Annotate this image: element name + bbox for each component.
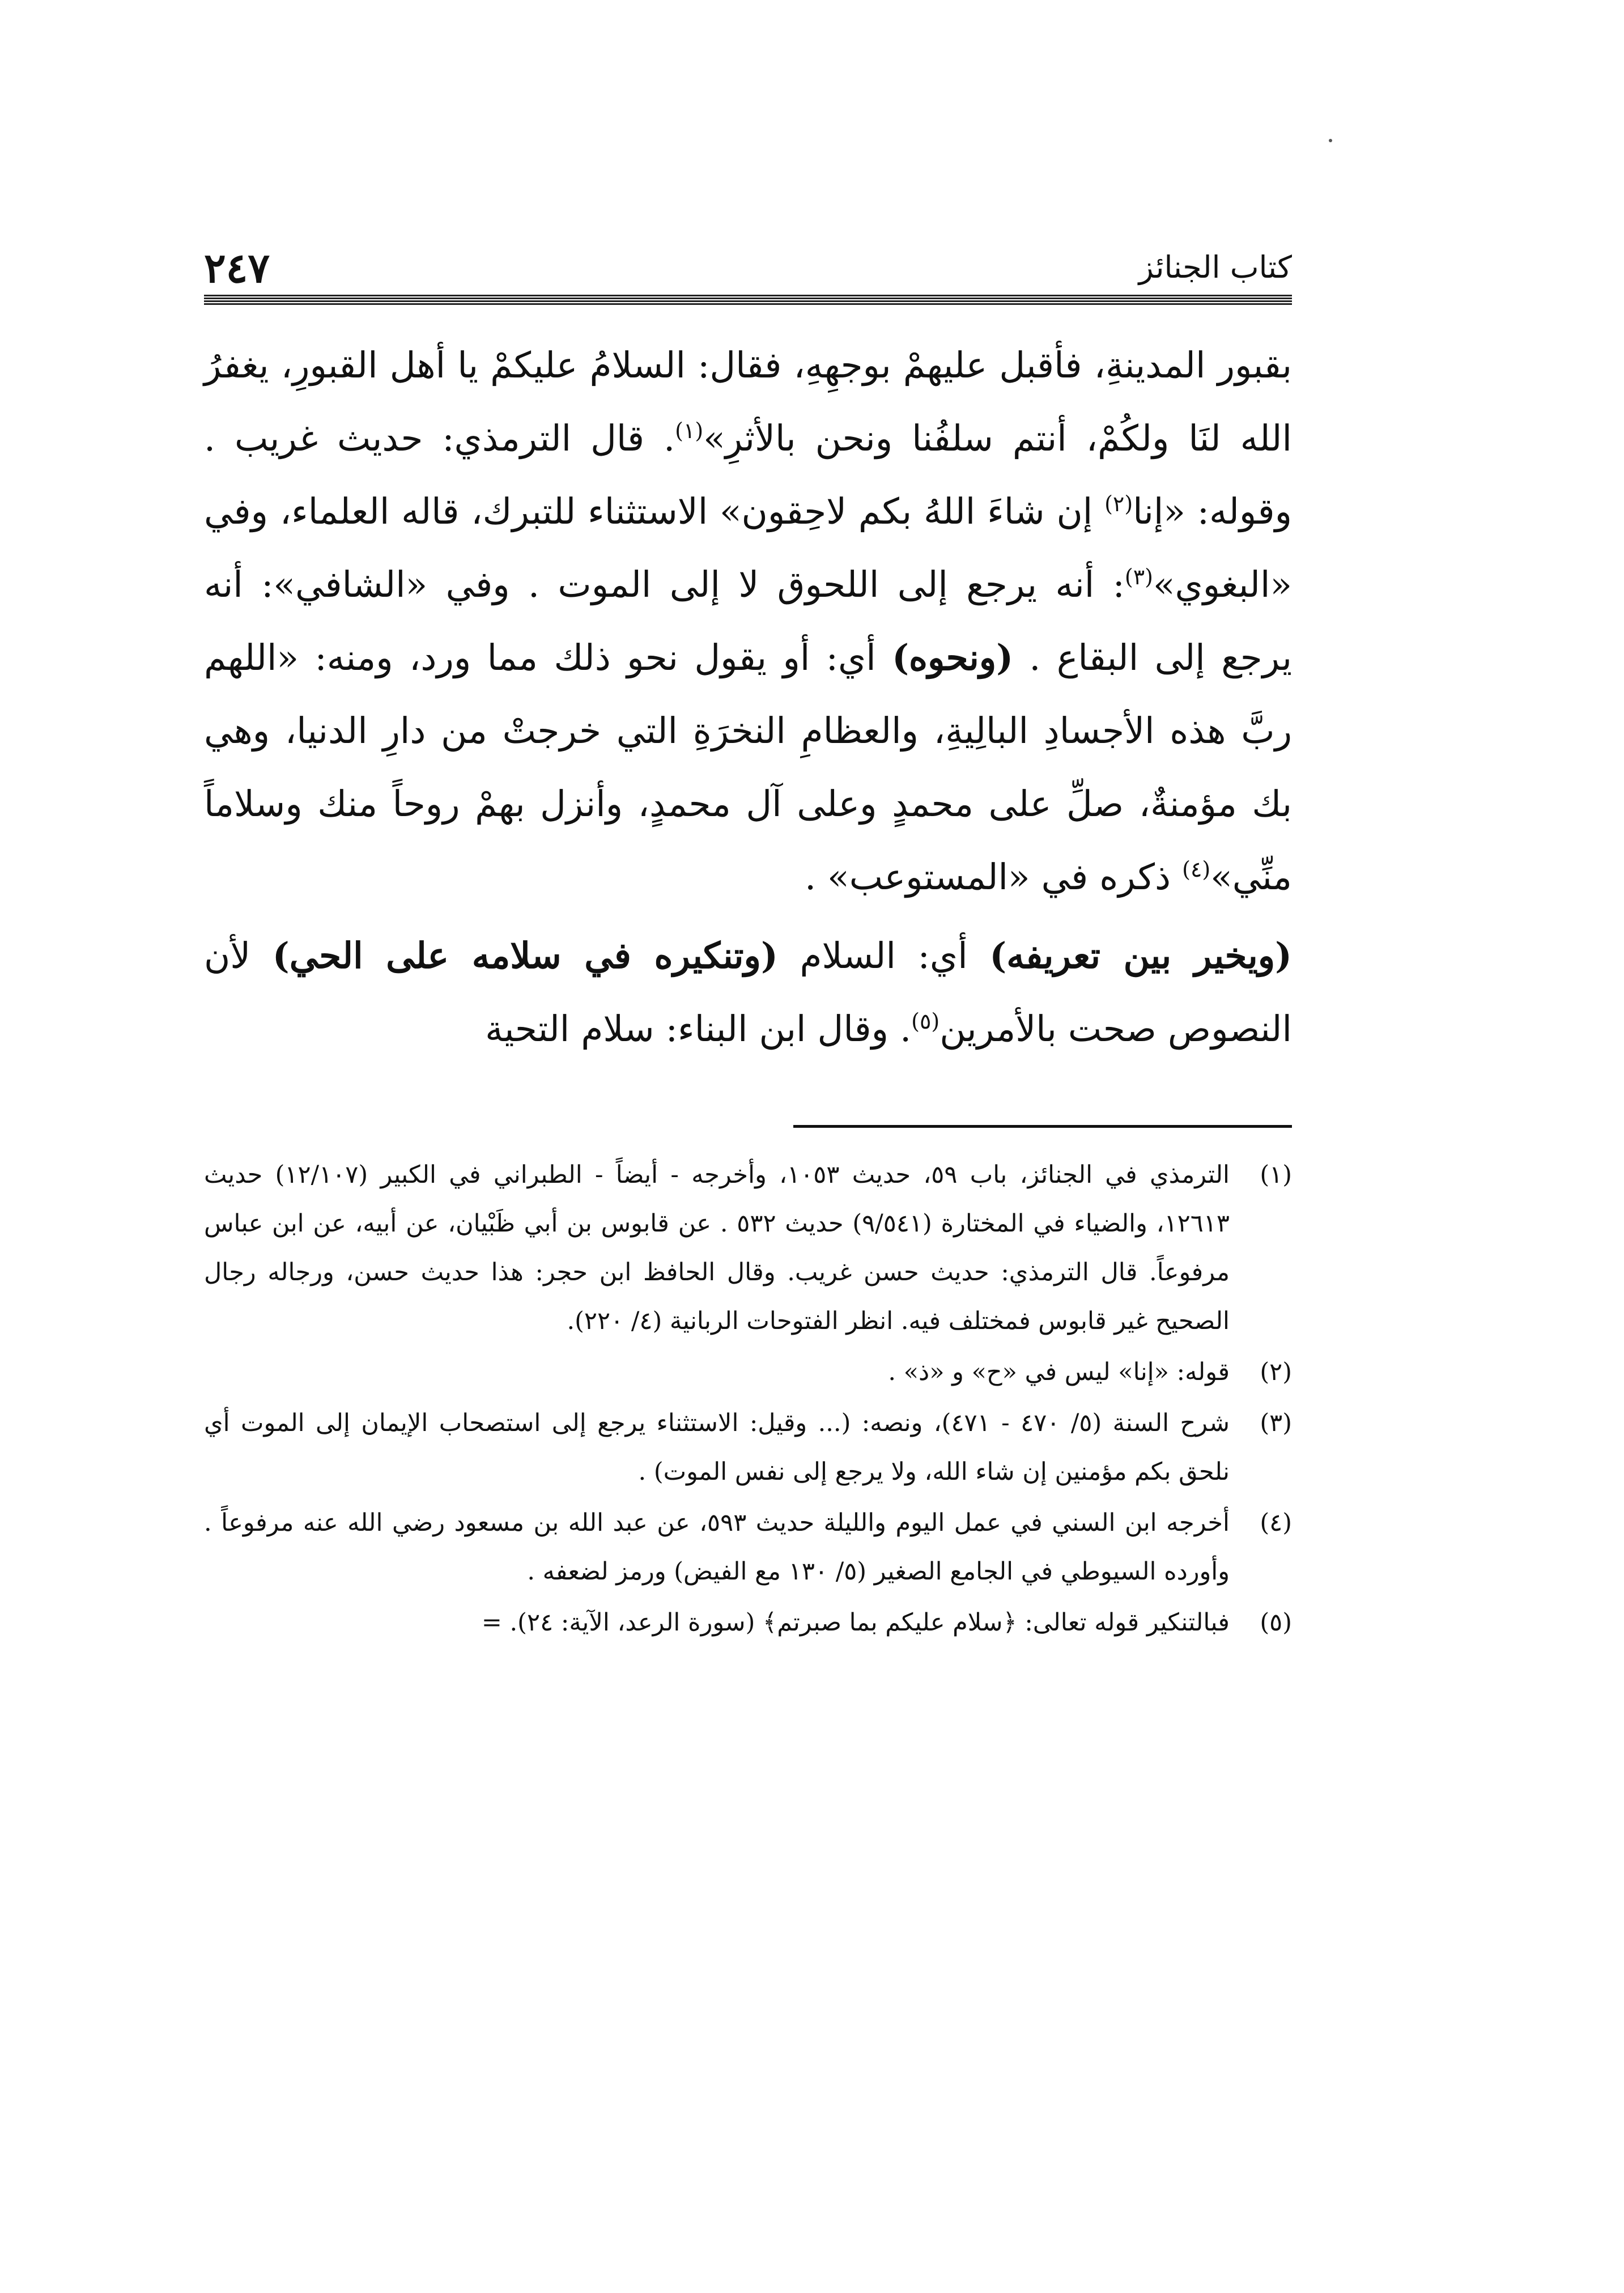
scan-speck xyxy=(1329,139,1332,142)
footnote-text: الترمذي في الجنائز، باب ٥٩، حديث ١٠٥٣، وأخرجه - أيضاً - الطبراني في الكبير (١٢/١٠٧) حديث ١٢٦١٣، والضياء في المختارة (٩/٥٤١) حديث ٥٣٢ . عن قابوس بن أبي ظَبْيان، عن أبيه، عن ابن عباس مرفوعاً. قال الترمذي: حديث حسن غريب. وقال الحافظ ابن حجر: هذا حديث حسن، ورجاله رجال الصحيح غير قابوس فمختلف فيه. انظر الفتوحات الربانية (٤/ ٢٢٠). xyxy=(204,1161,1230,1335)
body-text-segment: أي: أو يقول نحو ذلك مما ورد، ومنه: «اللهم ربَّ هذه الأجسادِ البالِيةِ، والعظامِ النخرَةِ التي خرجتْ من دارِ الدنيا، وهي بك مؤمنةٌ، صلِّ على محمدٍ وعلى آل محمدٍ، وأنزل بهمْ روحاً منك وسلاماً منِّي» xyxy=(204,637,1292,898)
body-text-segment: . وقال ابن البناء: سلام التحية xyxy=(485,1008,912,1050)
footnote-number: (٣) xyxy=(1260,1409,1292,1437)
body-text-segment: إن شاءَ اللهُ بكم لاحِقون» الاستثناء للتبرك، قاله العلماء، وفي «البغوي» xyxy=(204,491,1292,605)
body-text-segment: أي: السلام xyxy=(777,935,990,976)
footnote-text: شرح السنة (٥/ ٤٧٠ - ٤٧١)، ونصه: (... وقيل: الاستثناء يرجع إلى استصحاب الإيمان إلى الموت أي نلحق بكم مؤمنين إن شاء الله، ولا يرجع إلى نفس الموت) . xyxy=(204,1409,1230,1486)
footnote-ref: (٢) xyxy=(1104,491,1133,516)
page-header xyxy=(204,232,1292,295)
footnote-3 xyxy=(204,1399,1292,1496)
page-number: ٢٤٧ xyxy=(204,244,270,292)
footnote-separator xyxy=(793,1125,1292,1128)
footnotes xyxy=(204,1150,1292,1647)
footnote-text: قوله: «إنا» ليس في «ح» و «ذ» . xyxy=(888,1358,1230,1386)
footnote-number: (١) xyxy=(1260,1161,1292,1189)
body-text-segment: لأن النصوص صحت بالأمرين xyxy=(204,935,1292,1050)
body-text-segment: بقبور المدينةِ، فأقبل عليهمْ بوجهِهِ، فقال: السلامُ عليكمْ يا أهل القبورِ، يغفرُ الله لنَا ولكُمْ، أنتم سلفُنا ونحن بالأثرِ» xyxy=(204,345,1292,459)
bold-matn-text: (وتنكيره في سلامه على الحي) xyxy=(272,935,778,976)
bold-matn-text: (ونحوه) xyxy=(892,636,1014,678)
footnote-ref: (١) xyxy=(675,418,704,443)
footnote-text: أخرجه ابن السني في عمل اليوم والليلة حديث ٥٩٣، عن عبد الله بن مسعود رضي الله عنه مرفوعاً . وأورده السيوطي في الجامع الصغير (٥/ ١٣٠ مع الفيض) ورمز لضعفه . xyxy=(204,1509,1230,1586)
body-paragraph-1 xyxy=(204,329,1292,914)
body-text-segment: : أنه يرجع إلى اللحوق لا إلى الموت . وفي «الشافي»: أنه يرجع إلى البقاع . xyxy=(204,564,1292,678)
book-page xyxy=(204,232,1292,1649)
body-paragraph-2 xyxy=(204,919,1292,1065)
footnote-number: (٥) xyxy=(1260,1608,1292,1637)
footnote-ref: (٥) xyxy=(911,1009,940,1034)
header-rule xyxy=(204,295,1292,306)
running-title: كتاب الجنائز xyxy=(1138,249,1292,285)
footnote-number: (٤) xyxy=(1260,1509,1292,1537)
footnote-number: (٢) xyxy=(1260,1358,1292,1386)
footnote-ref: (٤) xyxy=(1182,857,1211,882)
footnote-text: فبالتنكير قوله تعالى: ﴿سلام عليكم بما صبرتم﴾ (سورة الرعد، الآية: ٢٤). = xyxy=(481,1608,1230,1637)
bold-matn-text: (ويخير بين تعريفه) xyxy=(989,935,1292,976)
footnote-4 xyxy=(204,1498,1292,1596)
footnote-ref: (٣) xyxy=(1124,564,1153,589)
body-text-segment: ذكره في «المستوعب» . xyxy=(805,856,1183,898)
footnote-2 xyxy=(204,1348,1292,1396)
footnote-1 xyxy=(204,1150,1292,1345)
footnote-5 xyxy=(204,1598,1292,1647)
body-text-segment: . قال الترمذي: حديث غريب . وقوله: «إنا xyxy=(204,418,1292,532)
